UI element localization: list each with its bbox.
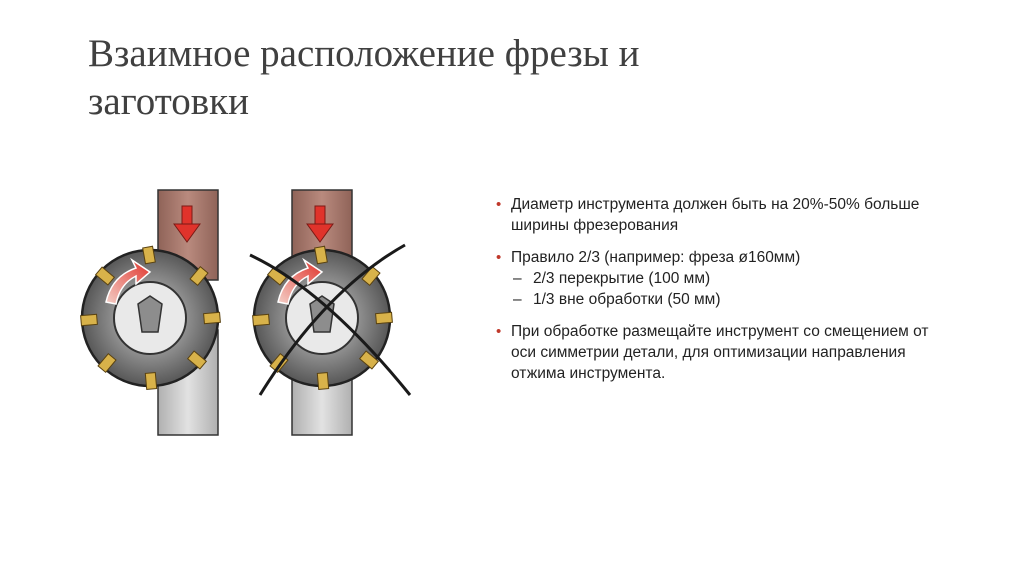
cutter-placement-illustration bbox=[70, 180, 440, 440]
bullet-icon: • bbox=[496, 196, 502, 213]
sub-item-text: 2/3 перекрытие (100 мм) bbox=[533, 270, 711, 287]
bullet-item bbox=[494, 194, 954, 236]
bullet-icon: • bbox=[496, 249, 502, 266]
bullet-item bbox=[494, 321, 954, 384]
sub-item-text: 1/3 вне обработки (50 мм) bbox=[533, 291, 721, 308]
sub-item bbox=[511, 289, 954, 310]
dash-icon: – bbox=[513, 270, 522, 287]
bullet-list bbox=[494, 194, 954, 395]
incorrect-placement-diagram bbox=[250, 190, 410, 435]
bullet-text: При обработке размещайте инструмент со смещением от оси симметрии детали, для оптимизации направления отжима инструмента. bbox=[511, 323, 929, 382]
bullet-text: Правило 2/3 (например: фреза ø160мм) bbox=[511, 249, 801, 266]
dash-icon: – bbox=[513, 291, 522, 308]
bullet-item bbox=[494, 247, 954, 310]
sub-item bbox=[511, 268, 954, 289]
bullet-icon: • bbox=[496, 323, 502, 340]
page-title: Взаимное расположение фрезы и заготовки bbox=[88, 32, 640, 123]
bullet-text: Диаметр инструмента должен быть на 20%-50% больше ширины фрезерования bbox=[511, 196, 920, 234]
correct-placement-diagram bbox=[81, 190, 221, 435]
hub-keyway bbox=[138, 296, 162, 332]
